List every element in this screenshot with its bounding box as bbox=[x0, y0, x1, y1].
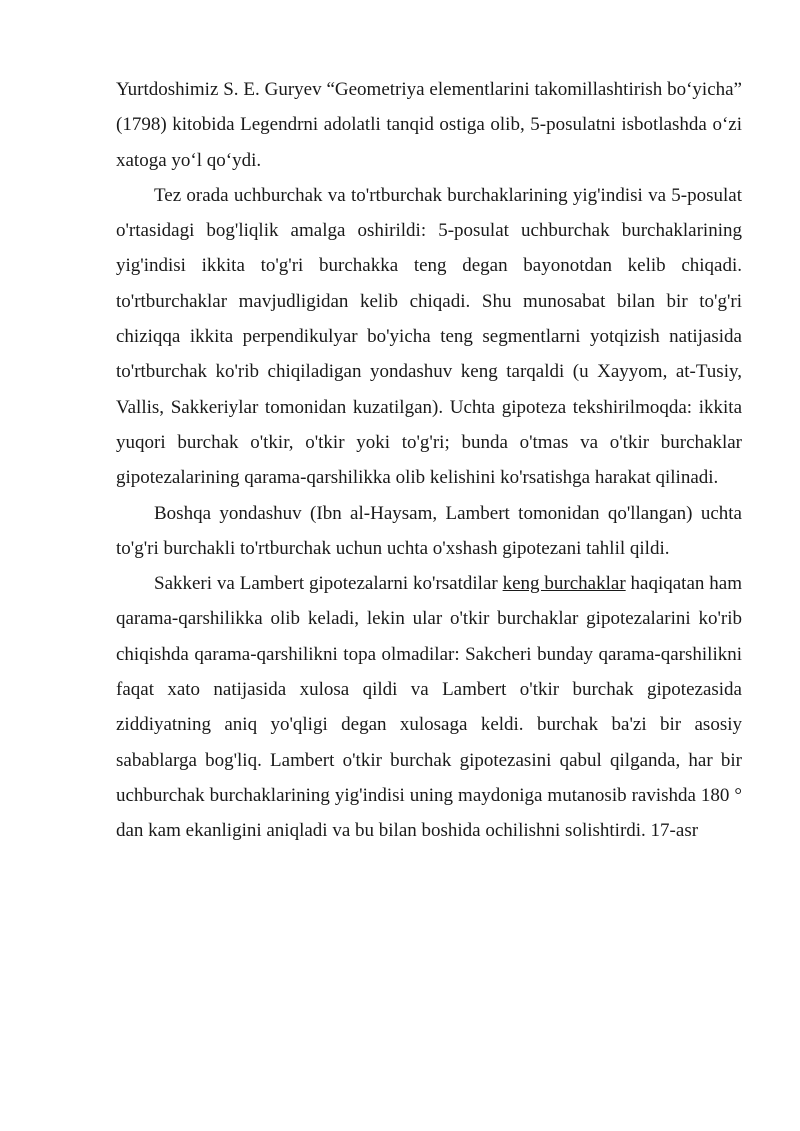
paragraph-1-text: Yurtdoshimiz S. E. Guryev “Geometriya elementlarini takomillashtirish boʻyicha” (1798) kitobida Legendrni adolatli tanqid ostiga olib, 5-posulatni isbotlashda oʻzi xatoga yoʻl qoʻydi. bbox=[116, 79, 742, 171]
document-body bbox=[116, 72, 742, 849]
paragraph-4-text-after-link: haqiqatan ham qarama-qarshilikka olib keladi, lekin ular o'tkir burchaklar gipotezalarini ko'rib chiqishda qarama-qarshilikni topa olmadilar: Sakcheri bunday qarama-qarshilikni faqat xato natijasida xulosa qildi va Lambert o'tkir burchak gipotezasida ziddiyatning aniq yo'qligi degan xulosaga keldi. burchak ba'zi bir asosiy sabablarga bog'liq. Lambert o'tkir burchak gipotezasini qabul qilganda, har bir uchburchak burchaklarining yig'indisi uning maydoniga mutanosib ravishda 180 ° dan kam ekanligini aniqladi va bu bilan boshida ochilishni solishtirdi. 17-asr bbox=[116, 573, 742, 842]
paragraph-3 bbox=[116, 496, 742, 567]
paragraph-1 bbox=[116, 72, 742, 178]
paragraph-2-text: Tez orada uchburchak va to'rtburchak burchaklarining yig'indisi va 5-posulat o'rtasidagi bog'liqlik amalga oshirildi: 5-posulat uchburchak burchaklarining yig'indisi ikkita to'g'ri burchakka teng degan bayonotdan kelib chiqadi. to'rtburchaklar mavjudligidan kelib chiqadi. Shu munosabat bilan bir to'g'ri chiziqqa ikkita perpendikulyar bo'yicha teng segmentlarni yotqizish natijasida to'rtburchak ko'rib chiqiladigan yondashuv keng tarqaldi (u Xayyom, at-Tusiy, Vallis, Sakkeriylar tomonidan kuzatilgan). Uchta gipoteza tekshirilmoqda: ikkita yuqori burchak o'tkir, o'tkir yoki to'g'ri; bunda o'tmas va o'tkir burchaklar gipotezalarining qarama-qarshilikka olib kelishini ko'rsatishga harakat qilinadi. bbox=[116, 184, 742, 489]
paragraph-3-text: Boshqa yondashuv (Ibn al-Haysam, Lambert tomonidan qo'llangan) uchta to'g'ri burchakli to'rtburchak uchun uchta o'xshash gipotezani tahlil qildi. bbox=[116, 502, 742, 559]
paragraph-4 bbox=[116, 566, 742, 848]
paragraph-2 bbox=[116, 178, 742, 496]
paragraph-4-text-before-link: Sakkeri va Lambert gipotezalarni ko'rsatdilar bbox=[154, 573, 503, 595]
keng-burchaklar-link[interactable]: keng burchaklar bbox=[502, 573, 626, 595]
